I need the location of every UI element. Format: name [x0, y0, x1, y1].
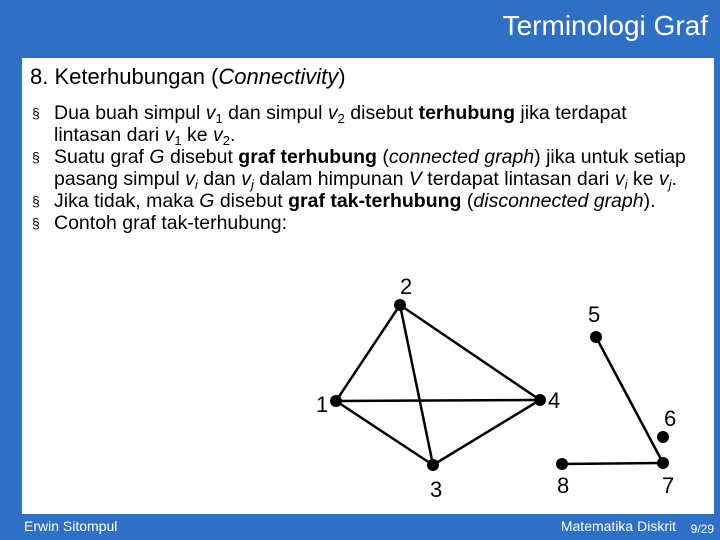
text: disebut: [344, 102, 419, 124]
subscript: 1: [174, 133, 182, 148]
graph-node-7: [657, 457, 669, 469]
subscript-i: i: [624, 177, 628, 192]
text: (: [376, 146, 389, 168]
subscript-j: j: [250, 177, 254, 192]
text: Suatu graf: [54, 146, 150, 168]
subscript: 2: [337, 111, 345, 126]
var-v: v: [658, 168, 669, 190]
graph-node-label-2: 2: [400, 274, 413, 299]
bullet-marker: §: [32, 193, 40, 209]
text: .: [229, 124, 236, 146]
graph-edge-2-3: [400, 305, 433, 465]
graph-node-label-5: 5: [588, 302, 601, 327]
graph-edge-1-3: [336, 401, 433, 465]
heading-italic: Connectivity: [218, 64, 339, 89]
text: dan simpul: [222, 102, 328, 124]
graph-edge-2-4: [400, 305, 540, 400]
text: disebut: [164, 146, 239, 168]
var-g: G: [199, 190, 215, 212]
graph-edge-3-4: [433, 400, 540, 465]
graph-node-label-8: 8: [557, 473, 570, 498]
graph-node-6: [657, 431, 669, 443]
slide-title: Terminologi Graf: [502, 10, 708, 41]
text: ke: [627, 168, 659, 190]
graph-edge-1-2: [336, 305, 400, 401]
graph-node-4: [534, 394, 546, 406]
text: ke: [181, 124, 213, 146]
text: Contoh graf tak-terhubung:: [54, 212, 288, 234]
var-v: v: [614, 168, 625, 190]
graph-node-label-1: 1: [316, 392, 329, 417]
bullet-marker: §: [32, 149, 40, 165]
subscript-i: i: [194, 177, 198, 192]
bold-term: graf tak-terhubung: [288, 190, 462, 212]
text: Jika tidak, maka: [54, 190, 200, 212]
bullet-marker: §: [32, 105, 40, 121]
italic-term: connected graph: [388, 146, 535, 168]
graph-edge-7-8: [562, 463, 663, 464]
text: dalam himpunan: [253, 168, 409, 190]
graph-node-label-6: 6: [664, 406, 677, 431]
heading-prefix: 8. Keterhubungan (: [30, 64, 219, 89]
text: jika terdapat lintasan dari: [54, 102, 627, 146]
text: Dua buah simpul: [54, 102, 206, 124]
text: .: [671, 168, 677, 190]
var-v: v: [213, 124, 223, 146]
graph-node-3: [427, 459, 439, 471]
var-v: v: [205, 102, 216, 124]
subscript-j: j: [668, 177, 672, 192]
graph-node-label-7: 7: [662, 473, 675, 498]
text: ).: [643, 190, 656, 212]
page-number: 9/29: [690, 522, 714, 536]
graph-edge-1-4: [336, 400, 540, 401]
var-v: v: [241, 168, 251, 190]
bullet-marker: §: [32, 215, 40, 231]
graph-node-8: [556, 458, 568, 470]
footer-course: Matematika Diskrit: [560, 518, 676, 534]
footer-author: Erwin Sitompul: [24, 518, 118, 534]
italic-term: disconnected graph: [473, 190, 644, 212]
var-v: v: [327, 102, 338, 124]
var-g: G: [149, 146, 165, 168]
subscript: 2: [222, 133, 230, 148]
graph-node-5: [590, 331, 602, 343]
subscript: 1: [215, 111, 223, 126]
graph-node-1: [330, 395, 342, 407]
text: disebut: [214, 190, 289, 212]
heading-suffix: ): [338, 64, 346, 89]
graph-node-2: [394, 299, 406, 311]
var-v: v: [185, 168, 195, 190]
graph-nodes: [330, 299, 669, 471]
bold-term: terhubung: [418, 102, 515, 124]
text: (: [461, 190, 474, 212]
graph-node-label-3: 3: [430, 477, 443, 502]
graph-edges: [336, 305, 663, 465]
text: dan: [197, 168, 242, 190]
bold-term: graf terhubung: [238, 146, 377, 168]
text: ) jika untuk setiap pasang simpul: [54, 146, 686, 190]
text: terdapat lintasan dari: [421, 168, 615, 190]
graph-edge-5-7: [596, 337, 663, 463]
var-V: V: [408, 168, 422, 190]
graph-node-label-4: 4: [548, 388, 561, 413]
var-v: v: [164, 124, 175, 146]
